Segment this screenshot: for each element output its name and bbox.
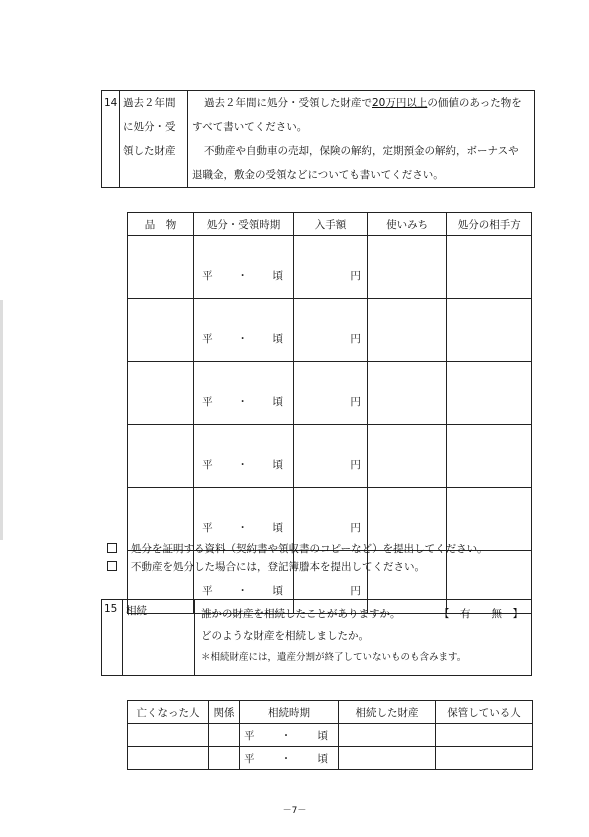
table-row — [128, 747, 533, 770]
checklist-text: 処分を証明する資料（契約書や領収書のコピーなど）を提出してください。 — [131, 543, 488, 555]
column-header: 入手額 — [294, 213, 368, 236]
table-row — [128, 362, 532, 425]
counterparty-cell[interactable] — [447, 425, 532, 488]
date-cell[interactable]: 平 ・ 頃 — [240, 724, 339, 747]
usage-cell[interactable] — [367, 362, 447, 425]
relation-cell[interactable] — [209, 724, 240, 747]
amount-cell[interactable]: 円 — [294, 299, 368, 362]
item-cell[interactable] — [128, 425, 194, 488]
question-line: どのような財産を相続しましたか。 — [201, 630, 369, 642]
description-line: 不動産や自動車の売却，保険の解約，定期預金の解約，ボーナスや — [204, 145, 519, 157]
date-cell[interactable]: 平 ・ 頃 — [194, 299, 294, 362]
item-cell[interactable] — [128, 236, 194, 299]
table-header-row — [128, 213, 532, 236]
section-15-table — [101, 599, 532, 676]
section-number: 15 — [102, 600, 123, 676]
table-row — [128, 724, 533, 747]
section-description — [195, 600, 532, 676]
counterparty-cell[interactable] — [447, 299, 532, 362]
checkbox[interactable] — [107, 543, 117, 553]
amount-cell[interactable]: 円 — [294, 488, 368, 551]
deceased-cell[interactable] — [128, 724, 209, 747]
date-cell[interactable]: 平 ・ 頃 — [240, 747, 339, 770]
section-label — [120, 91, 188, 188]
relation-cell[interactable] — [209, 747, 240, 770]
checklist-item — [107, 559, 425, 574]
column-header: 相続時期 — [240, 701, 339, 724]
column-header: 亡くなった人 — [128, 701, 209, 724]
item-cell[interactable] — [128, 362, 194, 425]
column-header: 処分の相手方 — [447, 213, 532, 236]
counterparty-cell[interactable] — [447, 362, 532, 425]
custodian-cell[interactable] — [436, 724, 533, 747]
deceased-cell[interactable] — [128, 747, 209, 770]
item-cell[interactable] — [128, 299, 194, 362]
custodian-cell[interactable] — [436, 747, 533, 770]
section-number: 14 — [102, 91, 120, 188]
date-cell[interactable]: 平 ・ 頃 — [194, 551, 294, 614]
amount-cell[interactable]: 円 — [294, 425, 368, 488]
table-row — [128, 425, 532, 488]
section-label-line: 過去２年間 — [123, 97, 176, 109]
checklist-text: 不動産を処分した場合には，登記簿謄本を提出してください。 — [131, 561, 425, 573]
column-header: 処分・受領時期 — [194, 213, 294, 236]
amount-cell[interactable]: 円 — [294, 236, 368, 299]
page-number: －7－ — [282, 806, 307, 816]
note-line: ＊相続財産には，遺産分割が終了していないものも含みます。 — [201, 652, 467, 663]
date-cell[interactable]: 平 ・ 頃 — [194, 236, 294, 299]
usage-cell[interactable] — [367, 425, 447, 488]
yes-no-choice[interactable]: 【 有 無 】 — [439, 608, 523, 620]
table-row — [128, 299, 532, 362]
underlined-amount: 20万円以上 — [372, 97, 428, 109]
checkbox[interactable] — [107, 561, 117, 571]
checklist-item — [107, 541, 488, 556]
date-cell[interactable]: 平 ・ 頃 — [194, 362, 294, 425]
column-header: 保管している人 — [436, 701, 533, 724]
description-line: 退職金，敷金の受領などについても書いてください。 — [192, 169, 444, 181]
column-header: 品 物 — [128, 213, 194, 236]
description-line: すべて書いてください。 — [192, 121, 308, 133]
table-header-row — [128, 701, 533, 724]
usage-cell[interactable] — [367, 299, 447, 362]
amount-cell[interactable]: 円 — [294, 551, 368, 614]
amount-cell[interactable]: 円 — [294, 362, 368, 425]
description-line: 過去２年間に処分・受領した財産で20万円以上の価値のあった物を — [204, 97, 522, 109]
column-header: 使いみち — [367, 213, 447, 236]
inherited-property-cell[interactable] — [339, 747, 436, 770]
section-label-line: に処分・受 — [123, 121, 176, 133]
date-cell[interactable]: 平 ・ 頃 — [194, 488, 294, 551]
scan-fold-shadow — [0, 300, 3, 540]
column-header: 関係 — [209, 701, 240, 724]
usage-cell[interactable] — [367, 236, 447, 299]
section-14-table — [101, 90, 535, 188]
section-label-line: 領した財産 — [123, 145, 176, 157]
inherited-property-cell[interactable] — [339, 724, 436, 747]
section-label: 相続 — [123, 600, 195, 676]
table-row — [128, 236, 532, 299]
section-description — [188, 91, 535, 188]
date-cell[interactable]: 平 ・ 頃 — [194, 425, 294, 488]
inheritance-table — [127, 700, 533, 770]
counterparty-cell[interactable] — [447, 236, 532, 299]
question-line: 誰かの財産を相続したことがありますか。 【 有 無 】 — [201, 603, 523, 625]
column-header: 相続した財産 — [339, 701, 436, 724]
